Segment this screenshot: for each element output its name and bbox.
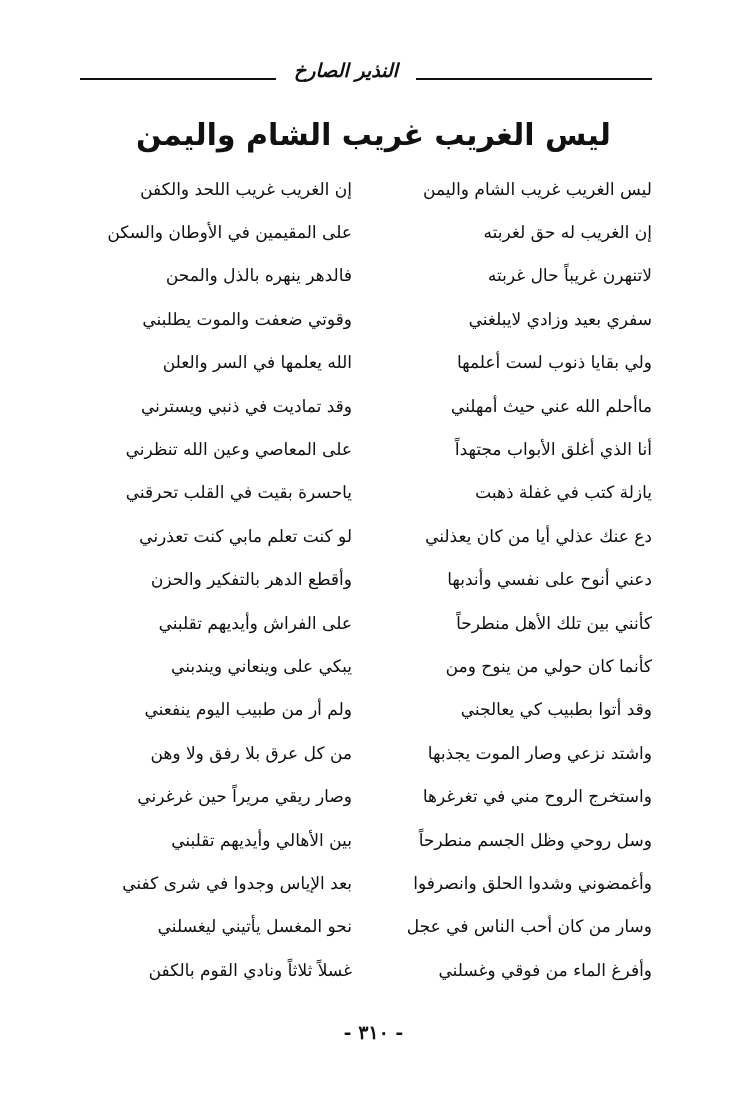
verse-first-hemistich: إن الغريب له حق لغربته — [483, 223, 652, 244]
verse-row — [80, 168, 652, 211]
verse-row — [80, 428, 652, 471]
header-rule-left — [80, 78, 276, 80]
header-rule-right — [416, 78, 652, 80]
verse-row — [80, 775, 652, 818]
verse-second-hemistich: نحو المغسل يأتيني ليغسلني — [157, 917, 352, 938]
verse-second-hemistich: الله يعلمها في السر والعلن — [162, 353, 352, 374]
verse-first-hemistich: واشتد نزعي وصار الموت يجذبها — [427, 743, 652, 764]
verse-row — [80, 342, 652, 385]
verse-second-hemistich: يبكي على وينعاني ويندبني — [171, 656, 352, 677]
verse-second-hemistich: من كل عرق بلا رفق ولا وهن — [150, 743, 352, 764]
poem-title: ليس الغريب غريب الشام واليمن — [136, 118, 611, 153]
verse-first-hemistich: يازلة كتب في غفلة ذهبت — [475, 483, 652, 504]
verse-first-hemistich: سفري بعيد وزادي لايبلغني — [468, 309, 652, 330]
running-title: النذير الصارخ — [294, 60, 398, 82]
verse-row — [80, 949, 652, 992]
verse-row — [80, 255, 652, 298]
verse-first-hemistich: ولي بقايا ذنوب لست أعلمها — [456, 353, 652, 374]
verse-first-hemistich: وأغمضوني وشدوا الحلق وانصرفوا — [413, 873, 652, 894]
verse-row — [80, 559, 652, 602]
verse-row — [80, 515, 652, 558]
verse-row — [80, 862, 652, 905]
verse-row — [80, 298, 652, 341]
page-number: - ٣١٠ - — [343, 1022, 404, 1044]
verse-second-hemistich: غسلاً ثلاثاً ونادي القوم بالكفن — [148, 960, 352, 981]
verse-first-hemistich: دع عنك عذلي أيا من كان يعذلني — [425, 526, 652, 547]
verse-second-hemistich: على الفراش وأيديهم تقلبني — [158, 613, 352, 634]
verse-first-hemistich: كأنما كان حولي من ينوح ومن — [445, 656, 652, 677]
verse-first-hemistich: أنا الذي أغلق الأبواب مجتهداً — [454, 440, 652, 461]
verse-second-hemistich: لو كنت تعلم مابي كنت تعذرني — [139, 526, 352, 547]
verse-row — [80, 689, 652, 732]
verse-row — [80, 819, 652, 862]
verse-second-hemistich: ياحسرة بقيت في القلب تحرقني — [125, 483, 352, 504]
verse-second-hemistich: فالدهر ينهره بالذل والمحن — [165, 266, 352, 287]
verse-second-hemistich: وصار ريقي مريراً حين غرغرني — [137, 787, 352, 808]
verse-second-hemistich: وأقطع الدهر بالتفكير والحزن — [150, 570, 352, 591]
verse-row — [80, 211, 652, 254]
verse-second-hemistich: وقوتي ضعفت والموت يطلبني — [142, 309, 352, 330]
verse-first-hemistich: وقد أتوا بطبيب كي يعالجني — [460, 700, 652, 721]
verse-row — [80, 385, 652, 428]
verse-second-hemistich: وقد تماديت في ذنبي ويسترني — [140, 396, 352, 417]
verse-first-hemistich: وأفرغ الماء من فوقي وغسلني — [438, 960, 652, 981]
verse-first-hemistich: لاتنهرن غريباً حال غربته — [487, 266, 652, 287]
verse-second-hemistich: إن الغريب غريب اللحد والكفن — [140, 179, 352, 200]
running-header — [80, 56, 652, 92]
verse-row — [80, 732, 652, 775]
poem-verses — [80, 168, 652, 992]
verse-first-hemistich: وسار من كان أحب الناس في عجل — [406, 917, 652, 938]
verse-first-hemistich: دعني أنوح على نفسي وأندبها — [447, 570, 652, 591]
verse-second-hemistich: على المقيمين في الأوطان والسكن — [107, 223, 352, 244]
verse-row — [80, 602, 652, 645]
verse-row — [80, 472, 652, 515]
verse-first-hemistich: كأنني بين تلك الأهل منطرحاً — [456, 613, 652, 634]
verse-first-hemistich: ليس الغريب غريب الشام واليمن — [423, 179, 652, 200]
verse-first-hemistich: وسل روحي وظل الجسم منطرحاً — [418, 830, 652, 851]
verse-row — [80, 645, 652, 688]
verse-first-hemistich: واستخرج الروح مني في تغرغرها — [422, 787, 652, 808]
verse-second-hemistich: على المعاصي وعين الله تنظرني — [125, 440, 352, 461]
verse-second-hemistich: بين الأهالي وأيديهم تقلبني — [171, 830, 352, 851]
verse-first-hemistich: ماأحلم الله عني حيث أمهلني — [450, 396, 652, 417]
verse-row — [80, 906, 652, 949]
verse-second-hemistich: بعد الإياس وجدوا في شرى كفني — [122, 873, 352, 894]
verse-second-hemistich: ولم أر من طبيب اليوم ينفعني — [144, 700, 352, 721]
